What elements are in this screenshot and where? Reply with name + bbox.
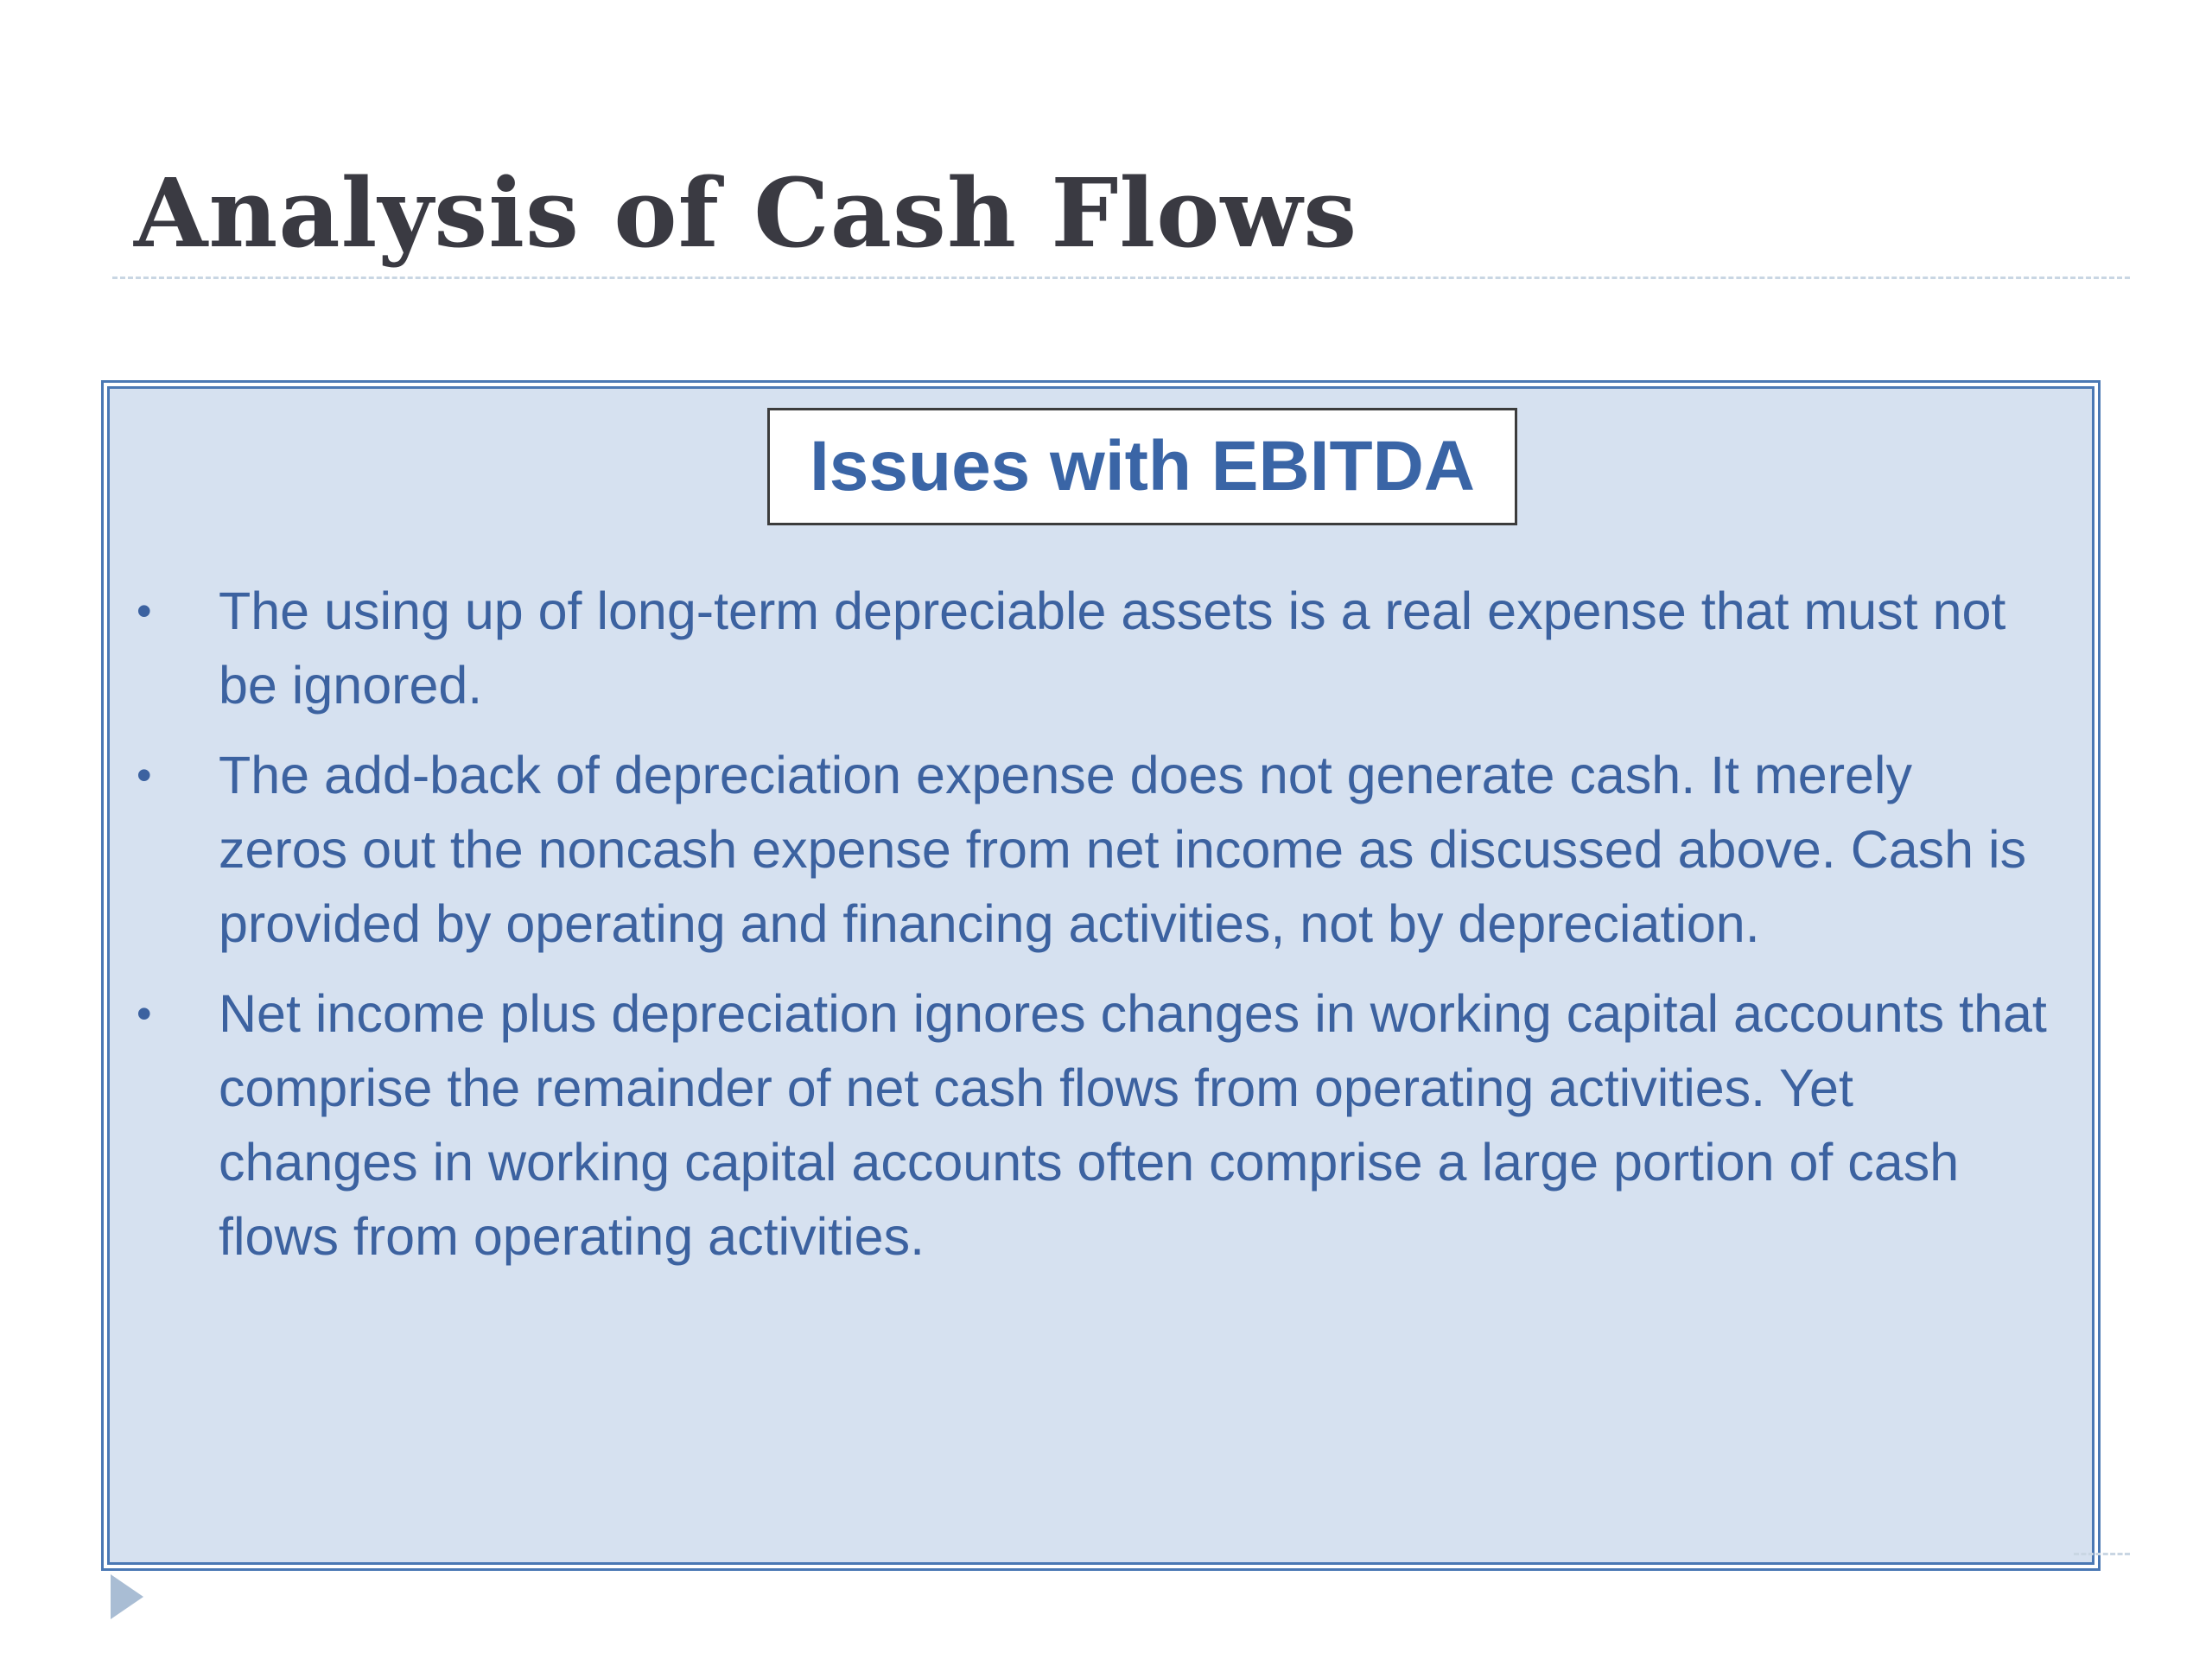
- box-heading: Issues with EBITDA: [767, 408, 1517, 525]
- bullet-text: The using up of long-term depreciable assets is a real expense that must not be ignored.: [219, 582, 2006, 715]
- slide-title: Analysis of Cash Flows: [134, 157, 1358, 269]
- bullet-text: Net income plus depreciation ignores changes in working capital accounts that comprise the remainder of net cash flows from operating activities. Yet changes in working capital accounts often comprise a large portion of cash flows from operating activities.: [219, 984, 2047, 1266]
- bullet-item-depreciable-assets: [130, 574, 2048, 722]
- bullet-item-depreciation-addback: [130, 738, 2048, 961]
- title-divider: [112, 276, 2130, 279]
- bullet-marker: •: [137, 751, 152, 799]
- bullet-text: The add-back of depreciation expense does not generate cash. It merely zeros out the noncash expense from net income as discussed above. Cash is provided by operating and financing activities, not by depreciation.: [219, 746, 2027, 953]
- bullet-marker: •: [137, 587, 152, 635]
- bullet-marker: •: [137, 989, 152, 1038]
- footer-divider: [2074, 1553, 2130, 1555]
- bullet-item-working-capital: [130, 976, 2048, 1274]
- bullet-list: [130, 574, 2048, 1289]
- play-triangle-icon[interactable]: [111, 1574, 143, 1619]
